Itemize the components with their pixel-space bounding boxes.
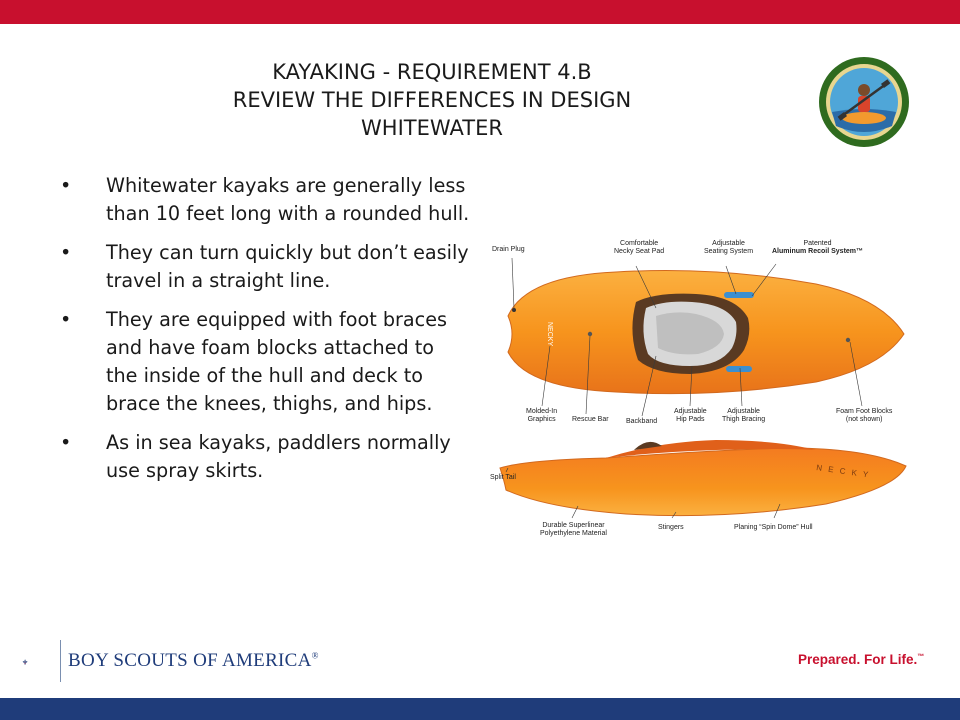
top-accent-bar [0, 0, 960, 24]
title-line-1: KAYAKING - REQUIREMENT 4.B [272, 60, 592, 84]
label-recoil-line2: Aluminum Recoil System™ [772, 248, 864, 255]
label-stingers: Stingers [658, 524, 684, 531]
label-foam-foot-blocks [836, 408, 892, 424]
kayak-diagram [486, 236, 916, 548]
label-hull: Planing “Spin Dome” Hull [734, 524, 813, 531]
bullet-dot-icon: • [60, 174, 72, 197]
bottom-accent-bar [0, 698, 960, 720]
bullet-dot-icon: • [60, 308, 72, 331]
tagline-trademark: ™ [917, 653, 925, 661]
label-material-line1: Durable Superlinear [542, 522, 605, 529]
label-seating-system [704, 240, 753, 256]
label-hip-line1: Adjustable [674, 408, 707, 415]
tagline-text: Prepared. For Life. [798, 652, 918, 667]
bullet-text: They can turn quickly but don’t easily travel in a straight line. [106, 241, 469, 292]
label-seat-pad-line2: Necky Seat Pad [614, 248, 665, 255]
label-molded-line2: Graphics [527, 416, 556, 423]
bullet-item [60, 306, 470, 418]
org-name [68, 650, 319, 672]
bullet-text: They are equipped with foot braces and have foam blocks attached to the inside of the hull and deck to brace the knees, thighs, and hips. [106, 308, 448, 415]
label-hip-pads [674, 408, 707, 424]
bullet-dot-icon: • [60, 241, 72, 264]
label-foam-line1: Foam Foot Blocks [836, 408, 893, 415]
bullet-item [60, 172, 470, 228]
label-thigh-line2: Thigh Bracing [722, 416, 766, 423]
label-rescue-bar: Rescue Bar [572, 416, 609, 423]
label-split-tail: Split Tail [490, 474, 516, 481]
label-drain-plug: Drain Plug [492, 246, 525, 253]
bullet-item [60, 429, 470, 485]
merit-badge-icon [818, 56, 910, 148]
label-material [540, 522, 607, 538]
bullet-list [60, 172, 470, 496]
label-molded-line1: Molded-In [526, 408, 558, 415]
kayak-illustration [486, 236, 916, 548]
label-recoil-line1: Patented [803, 240, 832, 247]
label-seat-pad-line1: Comfortable [620, 240, 659, 247]
label-recoil-system [772, 240, 863, 256]
label-foam-line2: (not shown) [845, 416, 883, 423]
label-thigh-line1: Adjustable [727, 408, 760, 415]
label-backband: Backband [626, 418, 658, 425]
logo-divider [60, 640, 61, 682]
svg-text:N E C K Y: N E C K Y [815, 463, 871, 480]
org-name-text: BOY SCOUTS OF AMERICA [68, 650, 312, 671]
bullet-text: As in sea kayaks, paddlers normally use spray skirts. [106, 431, 451, 482]
bsa-fleur-de-lis-icon [22, 640, 62, 684]
svg-text:NECKY: NECKY [546, 322, 553, 347]
label-seating-line1: Adjustable [712, 240, 745, 247]
label-thigh-bracing [722, 408, 765, 424]
slide-title [200, 58, 664, 142]
label-seat-pad [614, 240, 664, 256]
bullet-item [60, 239, 470, 295]
label-seating-line2: Seating System [704, 248, 754, 255]
bullet-text: Whitewater kayaks are generally less than 10 feet long with a rounded hull. [106, 174, 470, 225]
label-hip-line2: Hip Pads [676, 416, 705, 423]
title-line-3: WHITEWATER [361, 116, 503, 140]
tagline [798, 652, 924, 667]
org-registered-mark: ® [311, 650, 319, 661]
title-line-2: REVIEW THE DIFFERENCES IN DESIGN [232, 88, 632, 112]
label-material-line2: Polyethylene Material [540, 530, 607, 537]
label-molded-graphics [526, 408, 557, 424]
bullet-dot-icon: • [60, 431, 72, 454]
